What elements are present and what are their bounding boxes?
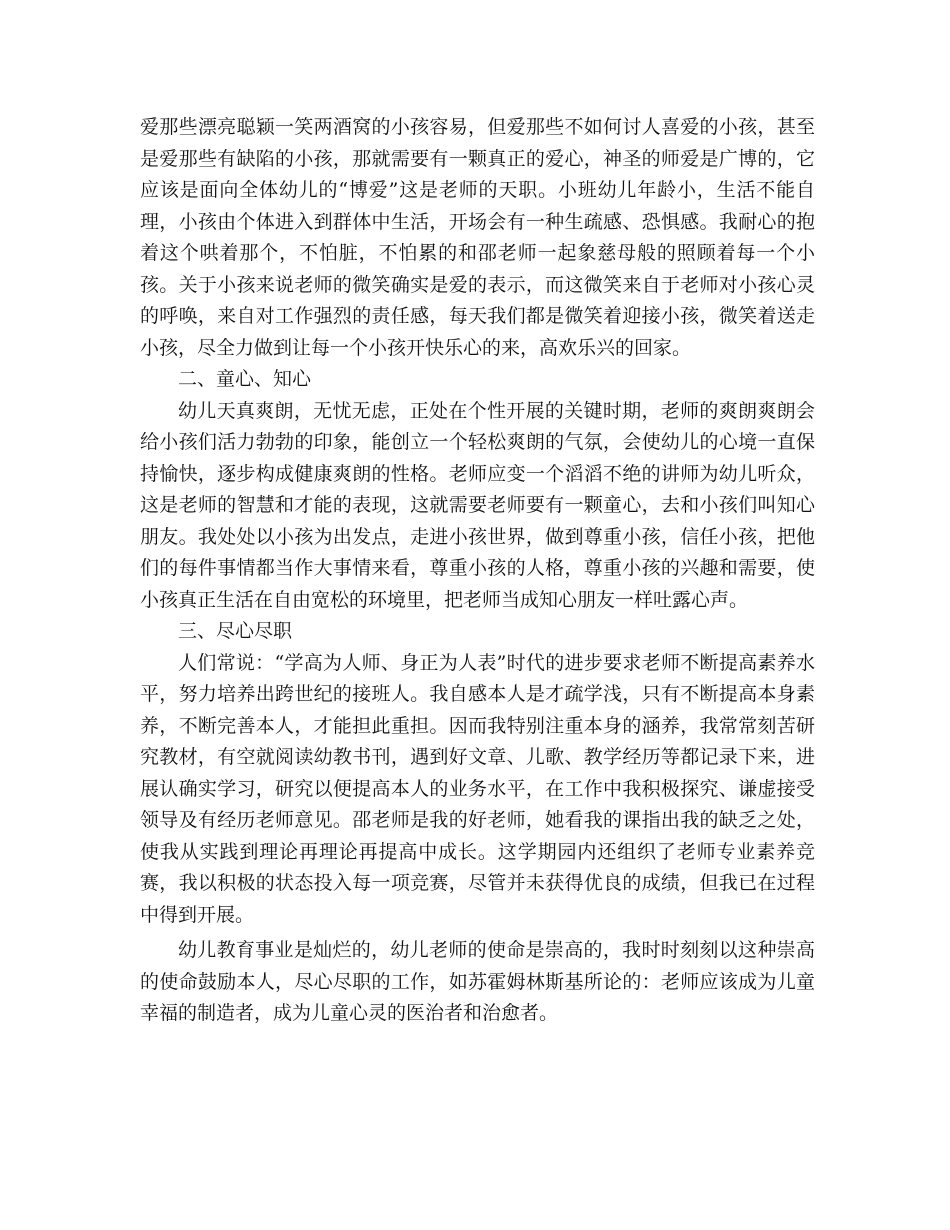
paragraph-conclusion: 幼儿教育事业是灿烂的，幼儿老师的使命是崇高的，我时时刻刻以这种崇高的使命鼓励本人，尽心尽职的工作，如苏霍姆林斯基所论的：老师应该成为儿童幸福的制造者，成为儿童心灵的医治者和治愈者。 (140, 939, 815, 1024)
section-heading-dedication: 三、尽心尽职 (178, 620, 293, 642)
document-page (140, 112, 815, 1030)
paragraph-childlike-heart: 幼儿天真爽朗，无忧无虑，正处在个性开展的关键时期，老师的爽朗爽朗会给小孩们活力勃勃的印象，能创立一个轻松爽朗的气氛，会使幼儿的心境一直保持愉快，逐步构成健康爽朗的性格。老师应变一个滔滔不绝的讲师为幼儿听众，这是老师的智慧和才能的表现，这就需要老师要有一颗童心，去和小孩们叫知心朋友。我处处以小孩为出发点，走进小孩世界，做到尊重小孩，信任小孩，把他们的每件事情都当作大事情来看，尊重小孩的人格，尊重小孩的兴趣和需要，使小孩真正生活在自由宽松的环境里，把老师当成知心朋友一样吐露心声。 (140, 399, 815, 611)
paragraph-love-continuation: 爱那些漂亮聪颖一笑两酒窝的小孩容易，但爱那些不如何讨人喜爱的小孩，甚至是爱那些有缺陷的小孩，那就需要有一颗真正的爱心，神圣的师爱是广博的，它应该是面向全体幼儿的“博爱”这是老师的天职。小班幼儿年龄小，生活不能自理，小孩由个体进入到群体中生活，开场会有一种生疏感、恐惧感。我耐心的抱着这个哄着那个，不怕脏，不怕累的和邵老师一起象慈母般的照顾着每一个小孩。关于小孩来说老师的微笑确实是爱的表示，而这微笑来自于老师对小孩心灵的呼唤，来自对工作强烈的责任感，每天我们都是微笑着迎接小孩，微笑着送走小孩，尽全力做到让每一个小孩开快乐心的来，高欢乐兴的回家。 (140, 116, 815, 359)
section-heading-childlike-heart: 二、童心、知心 (178, 368, 312, 390)
paragraph-dedication: 人们常说：“学高为人师、身正为人表”时代的进步要求老师不断提高素养水平，努力培养出跨世纪的接班人。我自感本人是才疏学浅，只有不断提高本身素养，不断完善本人，才能担此重担。因而我特别注重本身的涵养，我常常刻苦研究教材，有空就阅读幼教书刊，遇到好文章、儿歌、教学经历等都记录下来，进展认确实学习，研究以便提高本人的业务水平，在工作中我积极探究、谦虚接受领导及有经历老师意见。邵老师是我的好老师，她看我的课指出我的缺乏之处，使我从实践到理论再理论再提高中成长。这学期园内还组织了老师专业素养竞赛，我以积极的状态投入每一项竞赛，尽管并未获得优良的成绩，但我已在过程中得到开展。 (140, 651, 815, 926)
